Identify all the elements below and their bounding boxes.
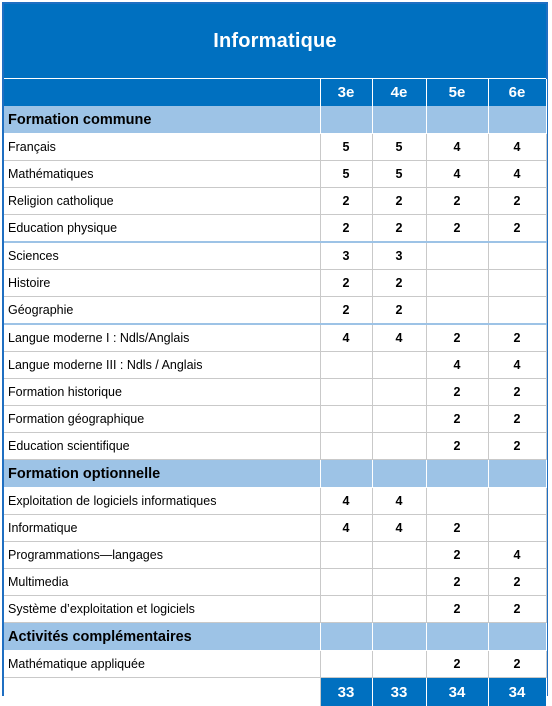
subject-label: Informatique xyxy=(4,515,320,542)
hours-cell xyxy=(488,488,546,515)
hours-cell: 5 xyxy=(320,161,372,188)
table-row xyxy=(4,488,546,515)
subject-label: Langue moderne I : Ndls/Anglais xyxy=(4,324,320,352)
hours-cell xyxy=(426,488,488,515)
hours-cell xyxy=(320,596,372,623)
subject-label: Education scientifique xyxy=(4,433,320,460)
hours-cell: 4 xyxy=(488,542,546,569)
hours-cell: 2 xyxy=(426,542,488,569)
hours-cell xyxy=(488,270,546,297)
table-row xyxy=(4,270,546,297)
section-header-cell xyxy=(488,460,546,488)
table-row xyxy=(4,379,546,406)
hours-cell xyxy=(426,242,488,270)
hours-cell: 2 xyxy=(488,651,546,678)
hours-cell: 2 xyxy=(320,297,372,325)
table-row xyxy=(4,352,546,379)
section-header-cell xyxy=(372,623,426,651)
hours-cell: 2 xyxy=(488,324,546,352)
subject-label: Français xyxy=(4,134,320,161)
hours-cell: 4 xyxy=(426,161,488,188)
table-row xyxy=(4,324,546,352)
hours-cell xyxy=(320,433,372,460)
hours-cell: 4 xyxy=(426,134,488,161)
column-header-row xyxy=(4,79,546,106)
section-header-cell xyxy=(426,460,488,488)
table-row xyxy=(4,297,546,325)
hours-cell: 2 xyxy=(426,324,488,352)
subject-label: Formation historique xyxy=(4,379,320,406)
hours-cell: 2 xyxy=(426,596,488,623)
hours-cell: 2 xyxy=(488,215,546,243)
table-row xyxy=(4,596,546,623)
hours-cell xyxy=(372,379,426,406)
section-heading: Activités complémentaires xyxy=(4,623,320,651)
hours-cell: 2 xyxy=(426,569,488,596)
total-cell: 34 xyxy=(488,678,546,706)
hours-cell: 5 xyxy=(320,134,372,161)
hours-cell: 4 xyxy=(320,324,372,352)
table-row xyxy=(4,242,546,270)
hours-cell: 2 xyxy=(488,569,546,596)
hours-cell: 2 xyxy=(488,188,546,215)
hours-cell xyxy=(320,651,372,678)
hours-cell xyxy=(372,406,426,433)
hours-cell: 2 xyxy=(426,215,488,243)
subject-label: Programmations—langages xyxy=(4,542,320,569)
hours-cell: 4 xyxy=(488,352,546,379)
total-cell: 34 xyxy=(426,678,488,706)
table-row xyxy=(4,515,546,542)
schedule-frame xyxy=(2,2,548,696)
hours-cell: 4 xyxy=(372,488,426,515)
hours-cell: 2 xyxy=(426,406,488,433)
table-row xyxy=(4,542,546,569)
hours-cell: 2 xyxy=(488,433,546,460)
hours-cell xyxy=(372,651,426,678)
hours-cell xyxy=(488,297,546,325)
hours-table xyxy=(4,79,547,706)
subject-label: Religion catholique xyxy=(4,188,320,215)
section-header-cell xyxy=(426,623,488,651)
hours-cell: 5 xyxy=(372,161,426,188)
section-header-cell xyxy=(320,106,372,134)
section-heading: Formation optionnelle xyxy=(4,460,320,488)
section-header-cell xyxy=(320,460,372,488)
section-header-cell xyxy=(488,106,546,134)
section-header-cell xyxy=(488,623,546,651)
hours-cell: 2 xyxy=(320,215,372,243)
subject-label: Formation géographique xyxy=(4,406,320,433)
page-title: Informatique xyxy=(4,4,546,79)
hours-cell: 2 xyxy=(488,596,546,623)
hours-cell xyxy=(426,297,488,325)
hours-cell: 2 xyxy=(426,515,488,542)
hours-cell: 2 xyxy=(426,188,488,215)
column-header-3e: 3e xyxy=(320,79,372,106)
hours-cell: 4 xyxy=(488,134,546,161)
hours-cell: 4 xyxy=(372,515,426,542)
hours-cell: 2 xyxy=(372,188,426,215)
hours-cell xyxy=(426,270,488,297)
table-row xyxy=(4,433,546,460)
hours-cell xyxy=(488,515,546,542)
section-heading: Formation commune xyxy=(4,106,320,134)
section-header-row xyxy=(4,623,546,651)
section-header-cell xyxy=(372,460,426,488)
subject-label: Géographie xyxy=(4,297,320,325)
hours-cell: 2 xyxy=(488,406,546,433)
hours-cell: 2 xyxy=(372,270,426,297)
hours-cell: 2 xyxy=(426,651,488,678)
subject-label: Histoire xyxy=(4,270,320,297)
hours-cell xyxy=(320,569,372,596)
hours-cell xyxy=(372,542,426,569)
section-header-cell xyxy=(320,623,372,651)
subject-label: Exploitation de logiciels informatiques xyxy=(4,488,320,515)
hours-cell: 4 xyxy=(320,515,372,542)
section-header-row xyxy=(4,106,546,134)
column-header-4e: 4e xyxy=(372,79,426,106)
section-header-cell xyxy=(372,106,426,134)
hours-cell xyxy=(320,352,372,379)
hours-cell: 4 xyxy=(488,161,546,188)
hours-cell: 2 xyxy=(320,270,372,297)
hours-cell xyxy=(372,433,426,460)
hours-cell xyxy=(320,406,372,433)
column-header-5e: 5e xyxy=(426,79,488,106)
subject-label: Sciences xyxy=(4,242,320,270)
hours-cell xyxy=(372,569,426,596)
hours-cell xyxy=(372,596,426,623)
hours-cell xyxy=(320,379,372,406)
column-header-6e: 6e xyxy=(488,79,546,106)
hours-cell xyxy=(488,242,546,270)
hours-cell: 2 xyxy=(488,379,546,406)
table-row xyxy=(4,215,546,243)
section-header-cell xyxy=(426,106,488,134)
total-cell: 33 xyxy=(372,678,426,706)
hours-cell: 4 xyxy=(426,352,488,379)
subject-label: Multimedia xyxy=(4,569,320,596)
subject-label: Education physique xyxy=(4,215,320,243)
table-row xyxy=(4,651,546,678)
header-blank-cell xyxy=(4,79,320,106)
table-row xyxy=(4,161,546,188)
hours-cell: 3 xyxy=(320,242,372,270)
hours-cell xyxy=(372,352,426,379)
hours-cell: 4 xyxy=(372,324,426,352)
hours-cell: 2 xyxy=(320,188,372,215)
subject-label: Système d’exploitation et logiciels xyxy=(4,596,320,623)
subject-label: Mathématiques xyxy=(4,161,320,188)
hours-cell: 2 xyxy=(372,297,426,325)
hours-cell: 2 xyxy=(426,433,488,460)
subject-label: Mathématique appliquée xyxy=(4,651,320,678)
table-row xyxy=(4,188,546,215)
hours-cell: 4 xyxy=(320,488,372,515)
hours-cell: 2 xyxy=(372,215,426,243)
totals-blank-cell xyxy=(4,678,320,706)
table-row xyxy=(4,406,546,433)
subject-label: Langue moderne III : Ndls / Anglais xyxy=(4,352,320,379)
hours-cell xyxy=(320,542,372,569)
hours-cell: 2 xyxy=(426,379,488,406)
totals-row xyxy=(4,678,546,706)
total-cell: 33 xyxy=(320,678,372,706)
hours-table-body xyxy=(4,79,546,706)
table-row xyxy=(4,134,546,161)
hours-cell: 3 xyxy=(372,242,426,270)
hours-cell: 5 xyxy=(372,134,426,161)
table-row xyxy=(4,569,546,596)
section-header-row xyxy=(4,460,546,488)
